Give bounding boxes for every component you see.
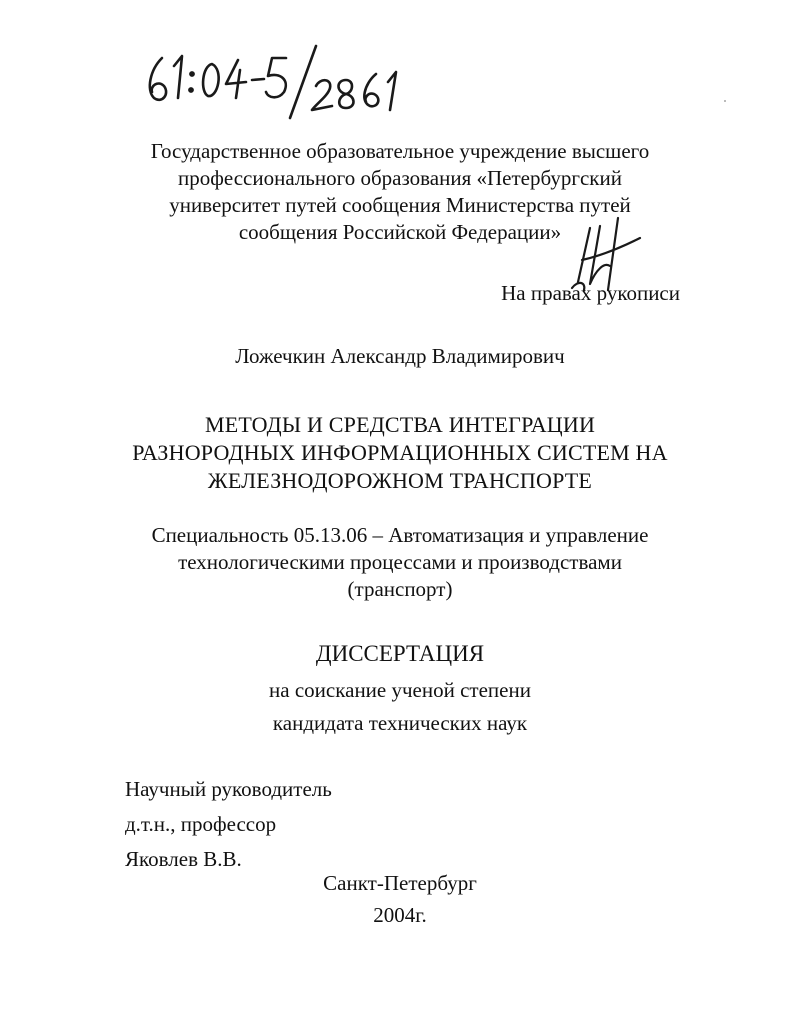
supervisor-block (125, 772, 475, 877)
degree-line: кандидата технических наук (272, 711, 528, 735)
specialty-line: Специальность 05.13.06 – Автоматизация и управление (151, 523, 649, 547)
degree-line: на соискание ученой степени (269, 678, 531, 702)
supervisor-line: Яковлев В.В. (125, 847, 242, 871)
year: 2004г. (373, 903, 427, 927)
supervisor-line: Научный руководитель (125, 777, 332, 801)
institution-line: Государственное образовательное учреждение высшего (150, 139, 650, 163)
institution-line: университет путей сообщения Министерства путей (169, 193, 631, 217)
rights-note: На правах рукописи (501, 281, 680, 305)
institution-line: профессионального образования «Петербургский (178, 166, 622, 190)
scan-speck (724, 100, 726, 102)
title-line: ЖЕЛЕЗНОДОРОЖНОМ ТРАНСПОРТЕ (207, 468, 593, 493)
work-type-heading: ДИССЕРТАЦИЯ (315, 641, 485, 666)
dissertation-title (80, 411, 720, 495)
city: Санкт-Петербург (323, 871, 477, 895)
title-line: МЕТОДЫ И СРЕДСТВА ИНТЕГРАЦИИ (204, 412, 596, 437)
handwritten-catalog-number (140, 40, 410, 120)
specialty-block (80, 522, 720, 603)
author-name: Ложечкин Александр Владимирович (235, 344, 565, 368)
supervisor-line: д.т.н., профессор (125, 812, 277, 836)
institution-line: сообщения Российской Федерации» (238, 220, 562, 244)
degree-block (100, 674, 700, 740)
specialty-line: технологическими процессами и производствами (178, 550, 622, 574)
title-line: РАЗНОРОДНЫХ ИНФОРМАЦИОННЫХ СИСТЕМ НА (132, 440, 668, 465)
specialty-line: (транспорт) (347, 577, 453, 601)
